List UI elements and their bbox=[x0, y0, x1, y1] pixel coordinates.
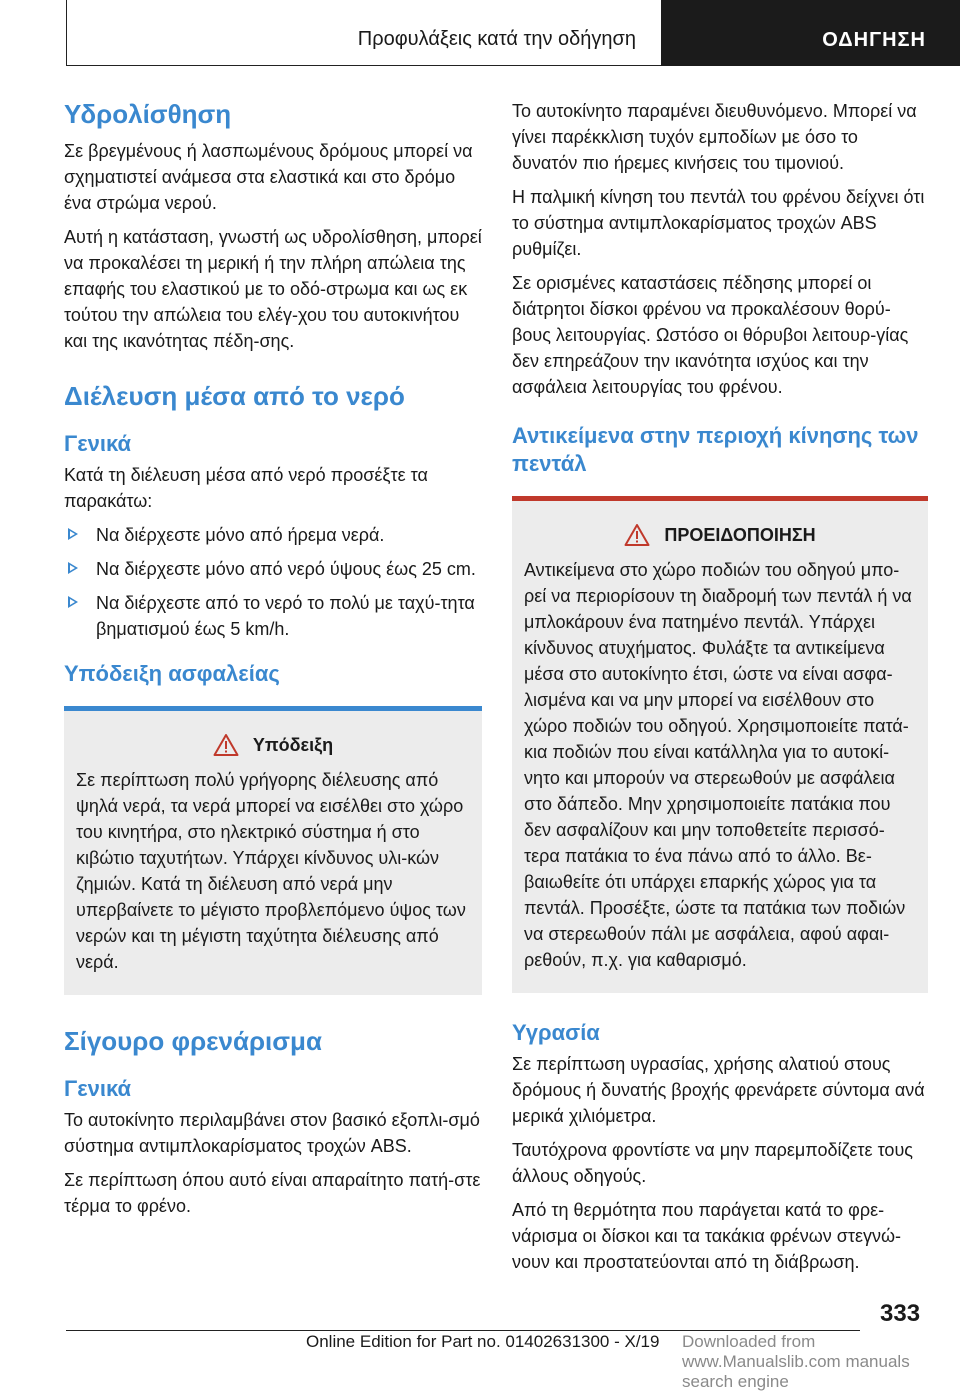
paragraph: Σε ορισμένες καταστάσεις πέδησης μπορεί οι διάτρητοι δίσκοι φρένου να προκαλέσουν θορύ-βους λειτουργίας. Ωστόσο οι θόρυβοι λειτουρ-γίας δεν επηρεάζουν την ικανότητα ισχύος και την ασφάλεια λειτουργίας του φρένου. bbox=[512, 273, 909, 397]
paragraph: Κατά τη διέλευση μέσα από νερό προσέξτε τα παρακάτω: bbox=[64, 465, 428, 511]
download-site-link[interactable]: Downloaded from www.Manualslib.com manuals search engine bbox=[682, 1332, 910, 1391]
step-triangle-icon bbox=[68, 562, 78, 574]
paragraph: Η παλμική κίνηση του πεντάλ του φρένου δείχνει ότι το σύστημα αντιμπλοκαρίσματος τροχών ABS ρυθμίζει. bbox=[512, 187, 925, 259]
note-box-title bbox=[76, 733, 470, 757]
heading-safe-braking: Σίγουρο φρενάρισμα bbox=[64, 1026, 322, 1056]
page-number: 333 bbox=[880, 1300, 921, 1327]
page-footer bbox=[0, 1300, 960, 1391]
step-triangle-icon bbox=[68, 596, 78, 608]
header-divider-horizontal bbox=[66, 65, 661, 66]
step-list bbox=[64, 522, 482, 642]
heading-water-crossing: Διέλευση μέσα από το νερό bbox=[64, 381, 405, 411]
list-item: Να διέρχεστε μόνο από νερό ύψους έως 25 cm. bbox=[64, 556, 482, 582]
list-item: Να διέρχεστε από το νερό το πολύ με ταχύ-τητα βηματισμού έως 5 km/h. bbox=[64, 590, 482, 642]
warning-box bbox=[512, 496, 928, 993]
paragraph: Από τη θερμότητα που παράγεται κατά το φρε-νάρισμα οι δίσκοι και τα τακάκια φρένων στεγνώ-νουν και προστατεύονται από τη διάβρωση. bbox=[512, 1200, 902, 1272]
list-item: Να διέρχεστε μόνο από ήρεμα νερά. bbox=[64, 522, 482, 548]
warning-triangle-icon bbox=[213, 733, 239, 757]
paragraph: Ταυτόχρονα φροντίστε να μην παρεμποδίζετε τους άλλους οδηγούς. bbox=[512, 1140, 913, 1186]
edition-text: Online Edition for Part no. 01402631300 - X/19 bbox=[306, 1332, 660, 1351]
heading-objects-pedal-area: Αντικείμενα στην περιοχή κίνησης των πεντάλ bbox=[512, 423, 919, 476]
warning-label: ΠΡΟΕΙΔΟΠΟΙΗΣΗ bbox=[664, 524, 816, 545]
footer-rule bbox=[66, 1330, 860, 1331]
chapter-tab: ΟΔΗΓΗΣΗ bbox=[661, 0, 960, 66]
paragraph: Αυτή η κατάσταση, γνωστή ως υδρολίσθηση, μπορεί να προκαλέσει τη μερική ή την πλήρη απώλεια της επαφής του ελαστικού με το οδό-στρωμα και ως εκ τούτου την απώλεια του ελέγ-χου του αυτοκινήτου και της ικανότητας πέδη-σης. bbox=[64, 227, 482, 351]
header-divider-vertical bbox=[66, 0, 67, 66]
paragraph: Το αυτοκίνητο περιλαμβάνει στον βασικό εξοπλι-σμό σύστημα αντιμπλοκαρίσματος τροχών ABS. bbox=[64, 1110, 480, 1156]
subheading-general: Γενικά bbox=[64, 1076, 132, 1101]
note-label: Υπόδειξη bbox=[252, 734, 334, 755]
page-header bbox=[0, 0, 960, 66]
paragraph: Σε περίπτωση όπου αυτό είναι απαραίτητο πατή-στε τέρμα το φρένο. bbox=[64, 1170, 481, 1216]
subheading-general: Γενικά bbox=[64, 431, 132, 456]
subheading-safety-note: Υπόδειξη ασφαλείας bbox=[64, 661, 280, 686]
note-text: Σε περίπτωση πολύ γρήγορης διέλευσης από ψηλά νερά, τα νερά μπορεί να εισέλθει στο χώρο του κινητήρα, στο ηλεκτρικό σύστημα ή στο κιβώτιο ταχυτήτων. Υπάρχει κίνδυνος υλι-κών ζημιών. Κατά τη διέλευση από νερά μην υπερβαίνετε το μέγιστο προβλεπόμενο ύψος των νερών και τη μέγιστη ταχύτητα διέλευσης από νερά. bbox=[76, 770, 466, 972]
warning-box-title bbox=[524, 523, 916, 547]
left-column bbox=[64, 98, 482, 1227]
warning-triangle-icon bbox=[624, 523, 650, 547]
paragraph: Σε βρεγμένους ή λασπωμένους δρόμους μπορεί να σχηματιστεί ανάμεσα στα ελαστικά και στο δρόμο ένα στρώμα νερού. bbox=[64, 141, 473, 213]
heading-humidity: Υγρασία bbox=[512, 1020, 600, 1045]
right-column bbox=[512, 98, 928, 1283]
note-box bbox=[64, 706, 482, 995]
section-title: Προφυλάξεις κατά την οδήγηση bbox=[357, 28, 636, 50]
warning-text: Αντικείμενα στο χώρο ποδιών του οδηγού μπο-ρεί να περιορίσουν τη διαδρομή των πεντάλ ή να μπλοκάρουν ένα πατημένο πεντάλ. Υπάρχει κίνδυνος ατυχήματος. Φυλάξτε τα αντικείμενα μέσα στο αυτοκίνητο έτσι, ώστε να είναι ασφα-λισμένα και να μην μπορεί να εισέλθουν στο χώρο ποδιών του οδηγού. Χρησιμοποιείτε πατά-κια ποδιών που είναι κατάλληλα για το αυτοκί-νητο και μπορούν να στερεωθούν με ασφάλεια στο δάπεδο. Μην χρησιμοποιείτε πατάκια που δεν ασφαλίζουν και μην τοποθετείτε περισσό-τερα πατάκια το ένα πάνω από το άλλο. Βε-βαιωθείτε ότι υπάρχει επαρκής χώρος για τα πεντάλ. Προσέξτε, ώστε τα πατάκια των ποδιών να στερεωθούν πάλι με ασφάλεια, αφού αφαι-ρεθούν, π.χ. για καθαρισμό. bbox=[524, 560, 912, 970]
step-triangle-icon bbox=[68, 528, 78, 540]
paragraph: Το αυτοκίνητο παραμένει διευθυνόμενο. Μπορεί να γίνει παρέκκλιση τυχόν εμποδίων με όσο το δυνατόν πιο ήρεμες κινήσεις του τιμονιού. bbox=[512, 101, 917, 173]
paragraph: Σε περίπτωση υγρασίας, χρήσης αλατιού στους δρόμους ή δυνατής βροχής φρενάρετε σύντομα ανά μερικά χιλιόμετρα. bbox=[512, 1054, 925, 1126]
heading-hydroplaning: Υδρολίσθηση bbox=[64, 99, 232, 129]
